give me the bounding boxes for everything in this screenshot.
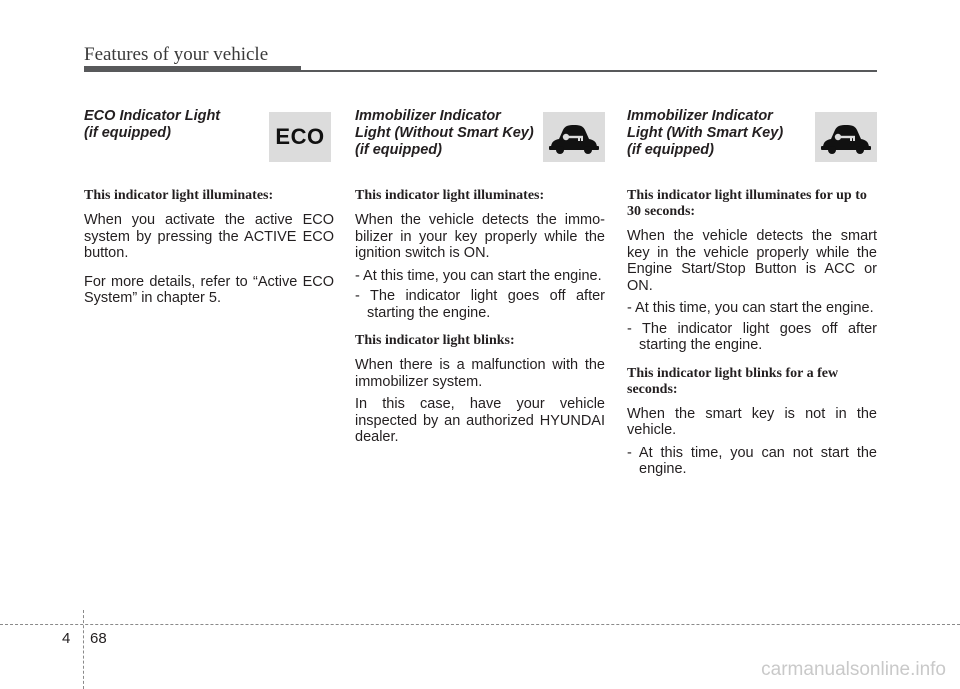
section-header: [84, 108, 334, 188]
footer-rule: [0, 624, 960, 625]
watermark: carmanualsonline.info: [761, 659, 946, 680]
section-immobilizer-with-smart-key: [627, 108, 877, 482]
bullet-item: - The indicator light goes off after starting the engine.: [355, 288, 605, 321]
eco-indicator-icon: [269, 112, 331, 162]
title-line: (if equipped): [84, 125, 171, 141]
bullet-item: - At this time, you can start the engine.: [627, 300, 874, 316]
section-header: [355, 108, 605, 188]
paragraph: When there is a malfunction with the immobilizer system.: [355, 357, 605, 390]
eco-icon-label: ECO: [275, 124, 325, 149]
header-title: Features of your vehicle: [84, 44, 269, 65]
title-line: Immobilizer Indicator: [627, 108, 773, 124]
paragraph: In this case, have your vehicle inspected by an authorized HYUNDAI dealer.: [355, 396, 605, 445]
section-header: [627, 108, 877, 188]
bullet-item: - At this time, you can not start the engine.: [627, 444, 877, 477]
subheading: This indicator light blinks for a few seconds:: [627, 365, 839, 397]
paragraph: When you activate the active ECO system by pressing the ACTIVE ECO button.: [84, 212, 334, 261]
header-rule-accent: [84, 66, 301, 72]
subheading: This indicator light blinks:: [355, 333, 515, 348]
paragraph: When the smart key is not in the vehicle.: [627, 405, 877, 438]
bullet-item: - The indicator light goes off after starting the engine.: [627, 320, 877, 353]
paragraph: For more details, refer to “Active ECO System” in chapter 5.: [84, 273, 334, 306]
chapter-number: 4: [62, 630, 71, 647]
footer-divider: [83, 610, 84, 689]
section-immobilizer-without-smart-key: [355, 108, 605, 458]
car-key-icon: [815, 112, 877, 162]
subheading: This indicator light illuminates:: [84, 188, 274, 203]
section-eco-indicator: [84, 108, 334, 319]
page-number: 68: [90, 630, 107, 647]
subheading: This indicator light illuminates:: [355, 188, 545, 203]
paragraph: When the vehicle detects the smart key in the vehicle properly while the Engine Start/Stop Button is ACC or ON.: [627, 228, 877, 294]
subheading: This indicator light illuminates for up to 30 seconds:: [627, 188, 867, 219]
bullet-item: - At this time, you can start the engine.: [355, 267, 602, 284]
title-line: Immobilizer Indicator: [355, 108, 501, 124]
title-line: Light (Without Smart Key): [355, 125, 534, 141]
title-line: (if equipped): [627, 142, 714, 158]
title-line: (if equipped): [355, 142, 442, 158]
title-line: ECO Indicator Light: [84, 108, 221, 124]
immobilizer-car-icon: [547, 120, 601, 154]
car-key-icon: [543, 112, 605, 162]
title-line: Light (With Smart Key): [627, 125, 784, 141]
paragraph: When the vehicle detects the immo-bilizer in your key properly while the ignition switch is ON.: [355, 212, 605, 261]
immobilizer-car-icon: [819, 120, 873, 154]
